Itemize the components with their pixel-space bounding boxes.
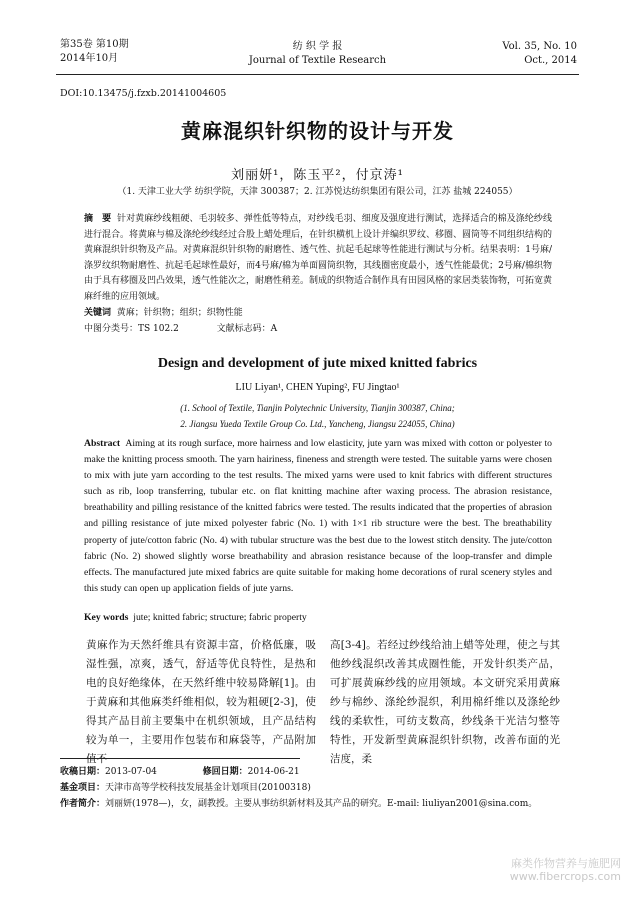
keywords-cn-text: 黄麻；针织物；组织；织物性能 [116, 308, 243, 318]
revised-label: 修回日期： [202, 767, 248, 777]
fund-line [60, 780, 580, 796]
dates-line [60, 764, 580, 780]
doc-code-label: 文献标志码： [216, 324, 271, 334]
fund-text: 天津市高等学校科技发展基金计划项目(20100318) [105, 783, 311, 793]
received-label: 收稿日期： [60, 767, 106, 777]
received-date: 2013-07-04 [105, 767, 157, 777]
clc-label: 中图分类号： [84, 324, 139, 334]
affiliation-en-line1: (1. School of Textile, Tianjin Polytechnic University, Tianjin 300387, China; [180, 403, 455, 413]
body-column-right: 高[3-4]。若经过纱线给油上蜡等处理，使之与其他纱线混织改善其成圈性能，开发针织类产品，可扩展黄麻纱线的应用领域。本文研究采用黄麻纱与棉纱、涤纶纱混织，利用棉纤维以及涤纶纱线的柔软性，可纺支数高，纱线条干光洁匀整等特性，开发新型黄麻混织针织物，改善布面的光洁度，柔 [330, 639, 560, 765]
volume-en-line: Vol. 35, No. 10 [502, 41, 577, 52]
paper-title-en: Design and development of jute mixed knitted fabrics [157, 356, 478, 371]
abstract-cn-text: 针对黄麻纱线粗硬、毛羽较多、弹性低等特点，对纱线毛羽、细度及强度进行测试，选择适合的棉及涤纶纱线进行混合。将黄麻与棉及涤纶纱线经过合股上蜡处理后，在针织横机上设计并编织罗纹、移圈、圆筒等不同组织结构的黄麻混织针织物及产品。对黄麻混织针织物的耐磨性、透气性、抗起毛起球等性能进行测试与分析。结果表明：1号麻/涤罗纹织物耐磨性、抗起毛起球性最好，而4号麻/棉为单面圆筒织物，其线圈密度最小，透气性能最优；2号麻/棉织物由于具有移圈及凹凸效果，透气性能次之，耐磨性稍差。制成的织物适合制作具有田园风格的家居类装饰物，可拓宽黄麻纤维的应用领域。 [84, 214, 553, 302]
abstract-en-text: Aiming at its rough surface, more hairness and low elasticity, jute yarn was mixed with cotton or polyester to make the knitting process smooth. The yarn hairiness, fineness and strength were tested. The suitable yarns were chosen to mix with jute yarn according to the test results. The mixed yarns were used to knit fabrics with different structures such as rib, loop transferring, tubular etc. on flat knitting machine after waxing process. The abrasion resistance, breathability and pilling resistance of the knitted fabrics were tested. The results indicated that the properties of abrasion and pilling resistance of jute mixed polyester fabric (No. 1) with 1×1 rib structure were the best. The breathability property of jute/cotton fabric (No. 4) with tubular structure was the best due to the lowest stitch density. The jute/cotton fabric (No. 2) showed slightly worse breathability and abrasion resistance because of the loop-transfer and dimple effects. The manufactured jute mixed fabrics are quite suitable for making home decorations of rural scenery styles and this study can open up application fields of jute yarns. [84, 438, 552, 594]
abstract-en-label: Abstract [84, 438, 121, 449]
keywords-en [84, 612, 552, 623]
watermark-url: www.fibercrops.com [509, 870, 621, 883]
watermark-cn: 麻类作物营养与施肥网 [511, 857, 621, 870]
body-column-left: 黄麻作为天然纤维具有资源丰富，价格低廉，吸湿性强，凉爽，透气，舒适等优良特性，是热和电的良好绝缘体，在天然纤维中较易降解[1]。由于黄麻和其他麻类纤维相似，较为粗硬[2-3]，使得其产品目前主要集中在机织领域，且产品结构较为单一，主要用作包装布和麻袋等，产品附加值不 [86, 639, 316, 765]
footnotes [60, 764, 580, 812]
abstract-cn-label: 摘 要 [84, 214, 112, 224]
revised-date: 2014-06-21 [247, 767, 300, 777]
keywords-en-label: Key words [84, 612, 129, 623]
affiliation-cn: （1. 天津工业大学 纺织学院，天津 300387；2. 江苏悦达纺织集团有限公司，江苏 盐城 224055） [117, 187, 518, 197]
paper-title-cn: 黄麻混织针织物的设计与开发 [181, 119, 454, 143]
journal-volume-en [502, 40, 577, 68]
authors-en: LIU Liyan¹, CHEN Yuping², FU Jingtao¹ [235, 382, 400, 393]
header-divider [56, 74, 579, 75]
journal-name-en: Journal of Textile Research [248, 55, 387, 66]
fund-label: 基金项目： [60, 783, 106, 793]
authors-cn: 刘丽妍¹，陈玉平²，付京涛¹ [231, 168, 404, 183]
keywords-cn [84, 306, 552, 320]
author-bio-label: 作者简介： [60, 799, 106, 809]
classification-cn [84, 322, 552, 336]
author-bio-text: 刘丽妍(1978—)，女，副教授。主要从事纺织新材料及其产品的研究。E-mail: liuliyan2001@sina.com。 [105, 799, 538, 809]
volume-issue-line: 第35卷 第10期 [60, 39, 129, 50]
doi: DOI:10.13475/j.fzxb.20141004605 [60, 88, 227, 99]
affiliation-en [0, 400, 635, 432]
footnote-divider [60, 758, 300, 759]
date-en-line: Oct., 2014 [524, 55, 577, 66]
journal-name-cn: 纺 织 学 报 [292, 41, 343, 52]
doc-code-value: A [270, 324, 278, 334]
keywords-en-text: jute; knitted fabric; structure; fabric property [133, 612, 307, 623]
author-bio-line [60, 796, 580, 812]
clc-value: TS 102.2 [138, 324, 179, 334]
date-line: 2014年10月 [60, 53, 119, 64]
keywords-cn-label: 关键词 [84, 308, 112, 318]
affiliation-en-line2: 2. Jiangsu Yueda Textile Group Co. Ltd., Yancheng, Jiangsu 224055, China) [180, 419, 455, 429]
abstract-cn [84, 212, 552, 306]
abstract-en [84, 436, 552, 597]
site-watermark [510, 857, 621, 883]
